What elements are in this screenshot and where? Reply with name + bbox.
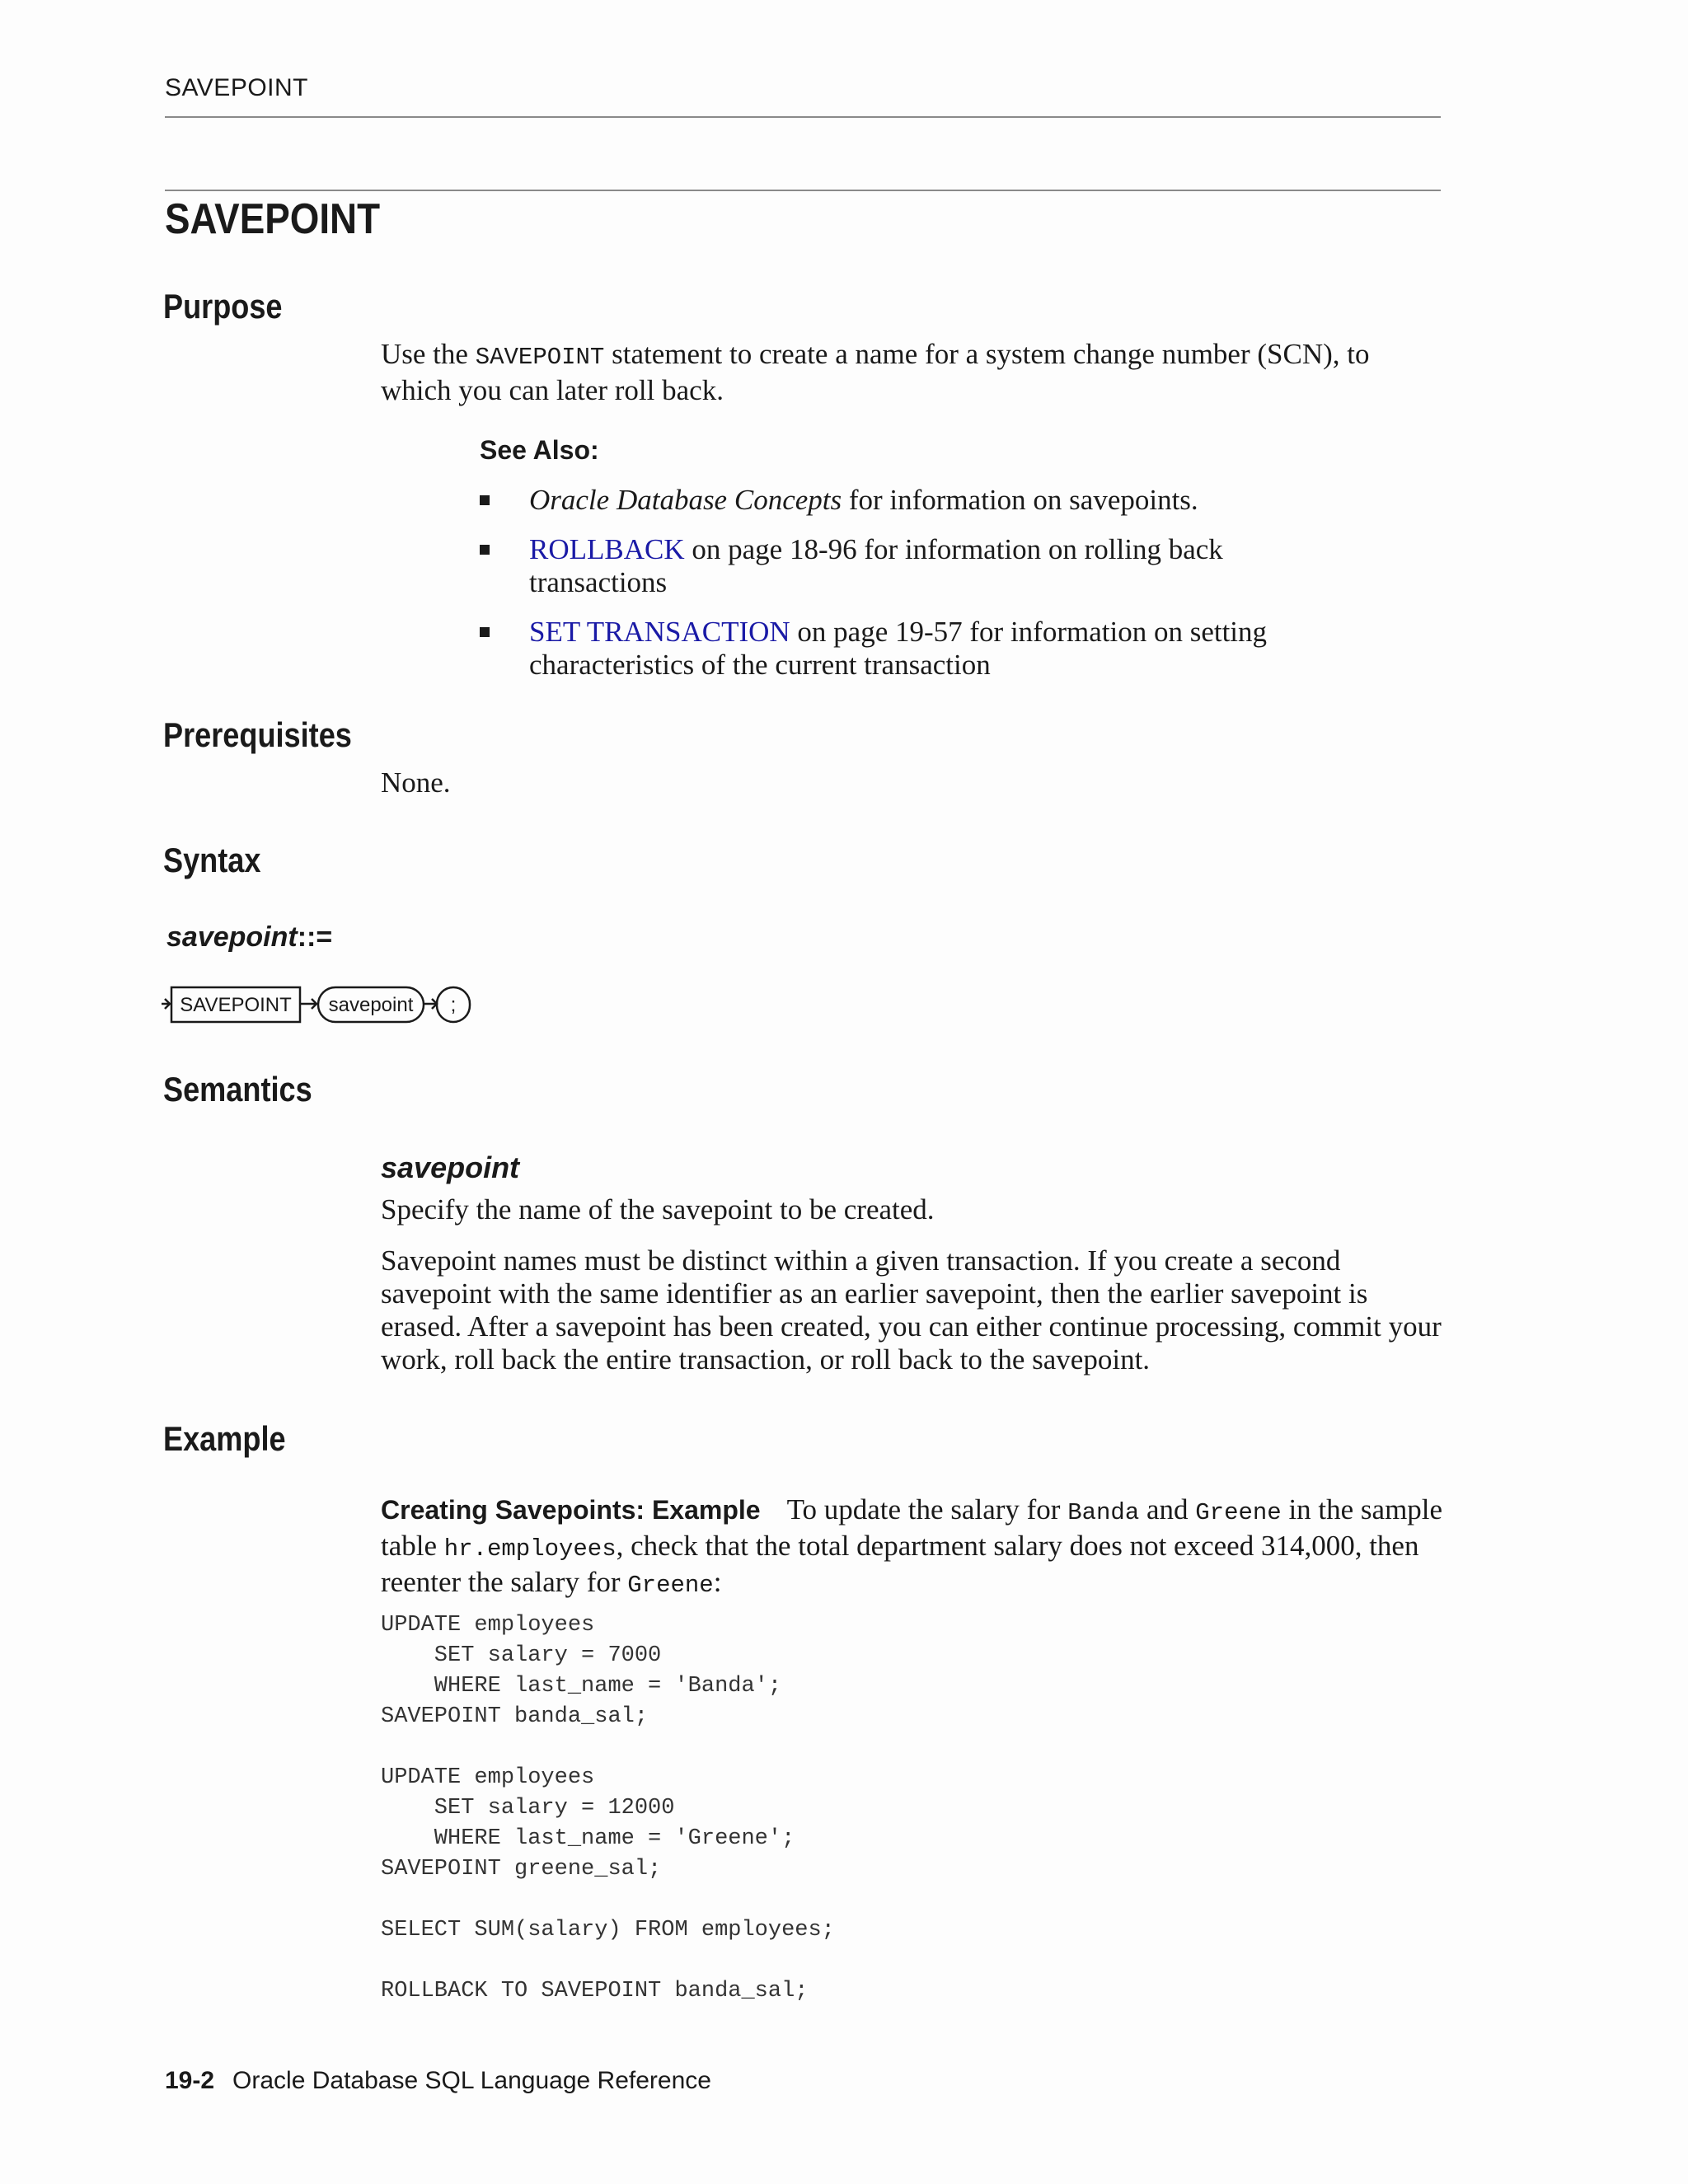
set-transaction-link[interactable]: SET TRANSACTION (529, 616, 790, 648)
example-heading: Example (163, 1419, 286, 1458)
page-title: SAVEPOINT (165, 195, 381, 243)
purpose-paragraph: Use the SAVEPOINT statement to create a name for a system change number (SCN), to which you can later roll back. (381, 338, 1370, 406)
syntax-param: savepoint (328, 994, 414, 1016)
bullet-icon (480, 627, 490, 637)
inline-code: Banda (1067, 1499, 1140, 1526)
footer-book-title: Oracle Database SQL Language Reference (232, 2067, 711, 2094)
example-runin-title: Creating Savepoints: Example (381, 1495, 761, 1525)
inline-code: hr.employees (443, 1535, 617, 1563)
code-example: UPDATE employees SET salary = 7000 WHERE last_name = 'Banda'; SAVEPOINT banda_sal; UPDATE employees SET salary = 12000 WHERE last_name = 'Greene'; SAVEPOINT greene_sal; SELECT SUM(salary) FROM employees; ROLLBACK TO SAVEPOINT banda_sal; (381, 1613, 835, 2004)
title-divider (165, 190, 1441, 191)
see-also-heading: See Also: (480, 435, 599, 465)
syntax-heading: Syntax (163, 841, 261, 879)
syntax-diagram (162, 981, 491, 1033)
book-title: Oracle Database Concepts (529, 484, 842, 516)
example-intro: Creating Savepoints: Example To update the salary for Banda and Greene in the sample table hr.employees, check that the total department salary does not exceed 314,000, then reenter the salary for Greene: (381, 1493, 1443, 1599)
semantics-paragraph: Savepoint names must be distinct within a given transaction. If you create a second savepoint with the same identifier as an earlier savepoint, then the earlier savepoint is erased. After a savepoint has been created, you can either continue processing, commit your work, roll back the entire transaction, or roll back to the savepoint. (381, 1244, 1442, 1376)
rollback-link[interactable]: ROLLBACK (529, 533, 685, 565)
running-header: SAVEPOINT (165, 74, 308, 101)
semantics-paragraph: Specify the name of the savepoint to be created. (381, 1193, 935, 1226)
header-divider (165, 116, 1441, 118)
bullet-icon (480, 495, 490, 505)
syntax-label: savepoint::= (166, 921, 333, 953)
prerequisites-heading: Prerequisites (163, 715, 352, 754)
syntax-keyword: SAVEPOINT (180, 994, 292, 1016)
inline-code: SAVEPOINT (475, 344, 605, 371)
semantics-heading: Semantics (163, 1070, 312, 1108)
bullet-icon (480, 545, 490, 555)
inline-code: Greene (1195, 1499, 1282, 1526)
semantics-term: savepoint (381, 1151, 520, 1184)
prerequisites-text: None. (381, 766, 451, 799)
inline-code: Greene (627, 1572, 714, 1599)
page-number: 19-2 (165, 2067, 215, 2094)
page-footer (165, 2067, 711, 2095)
syntax-terminator: ; (450, 994, 457, 1016)
purpose-heading: Purpose (163, 287, 283, 326)
